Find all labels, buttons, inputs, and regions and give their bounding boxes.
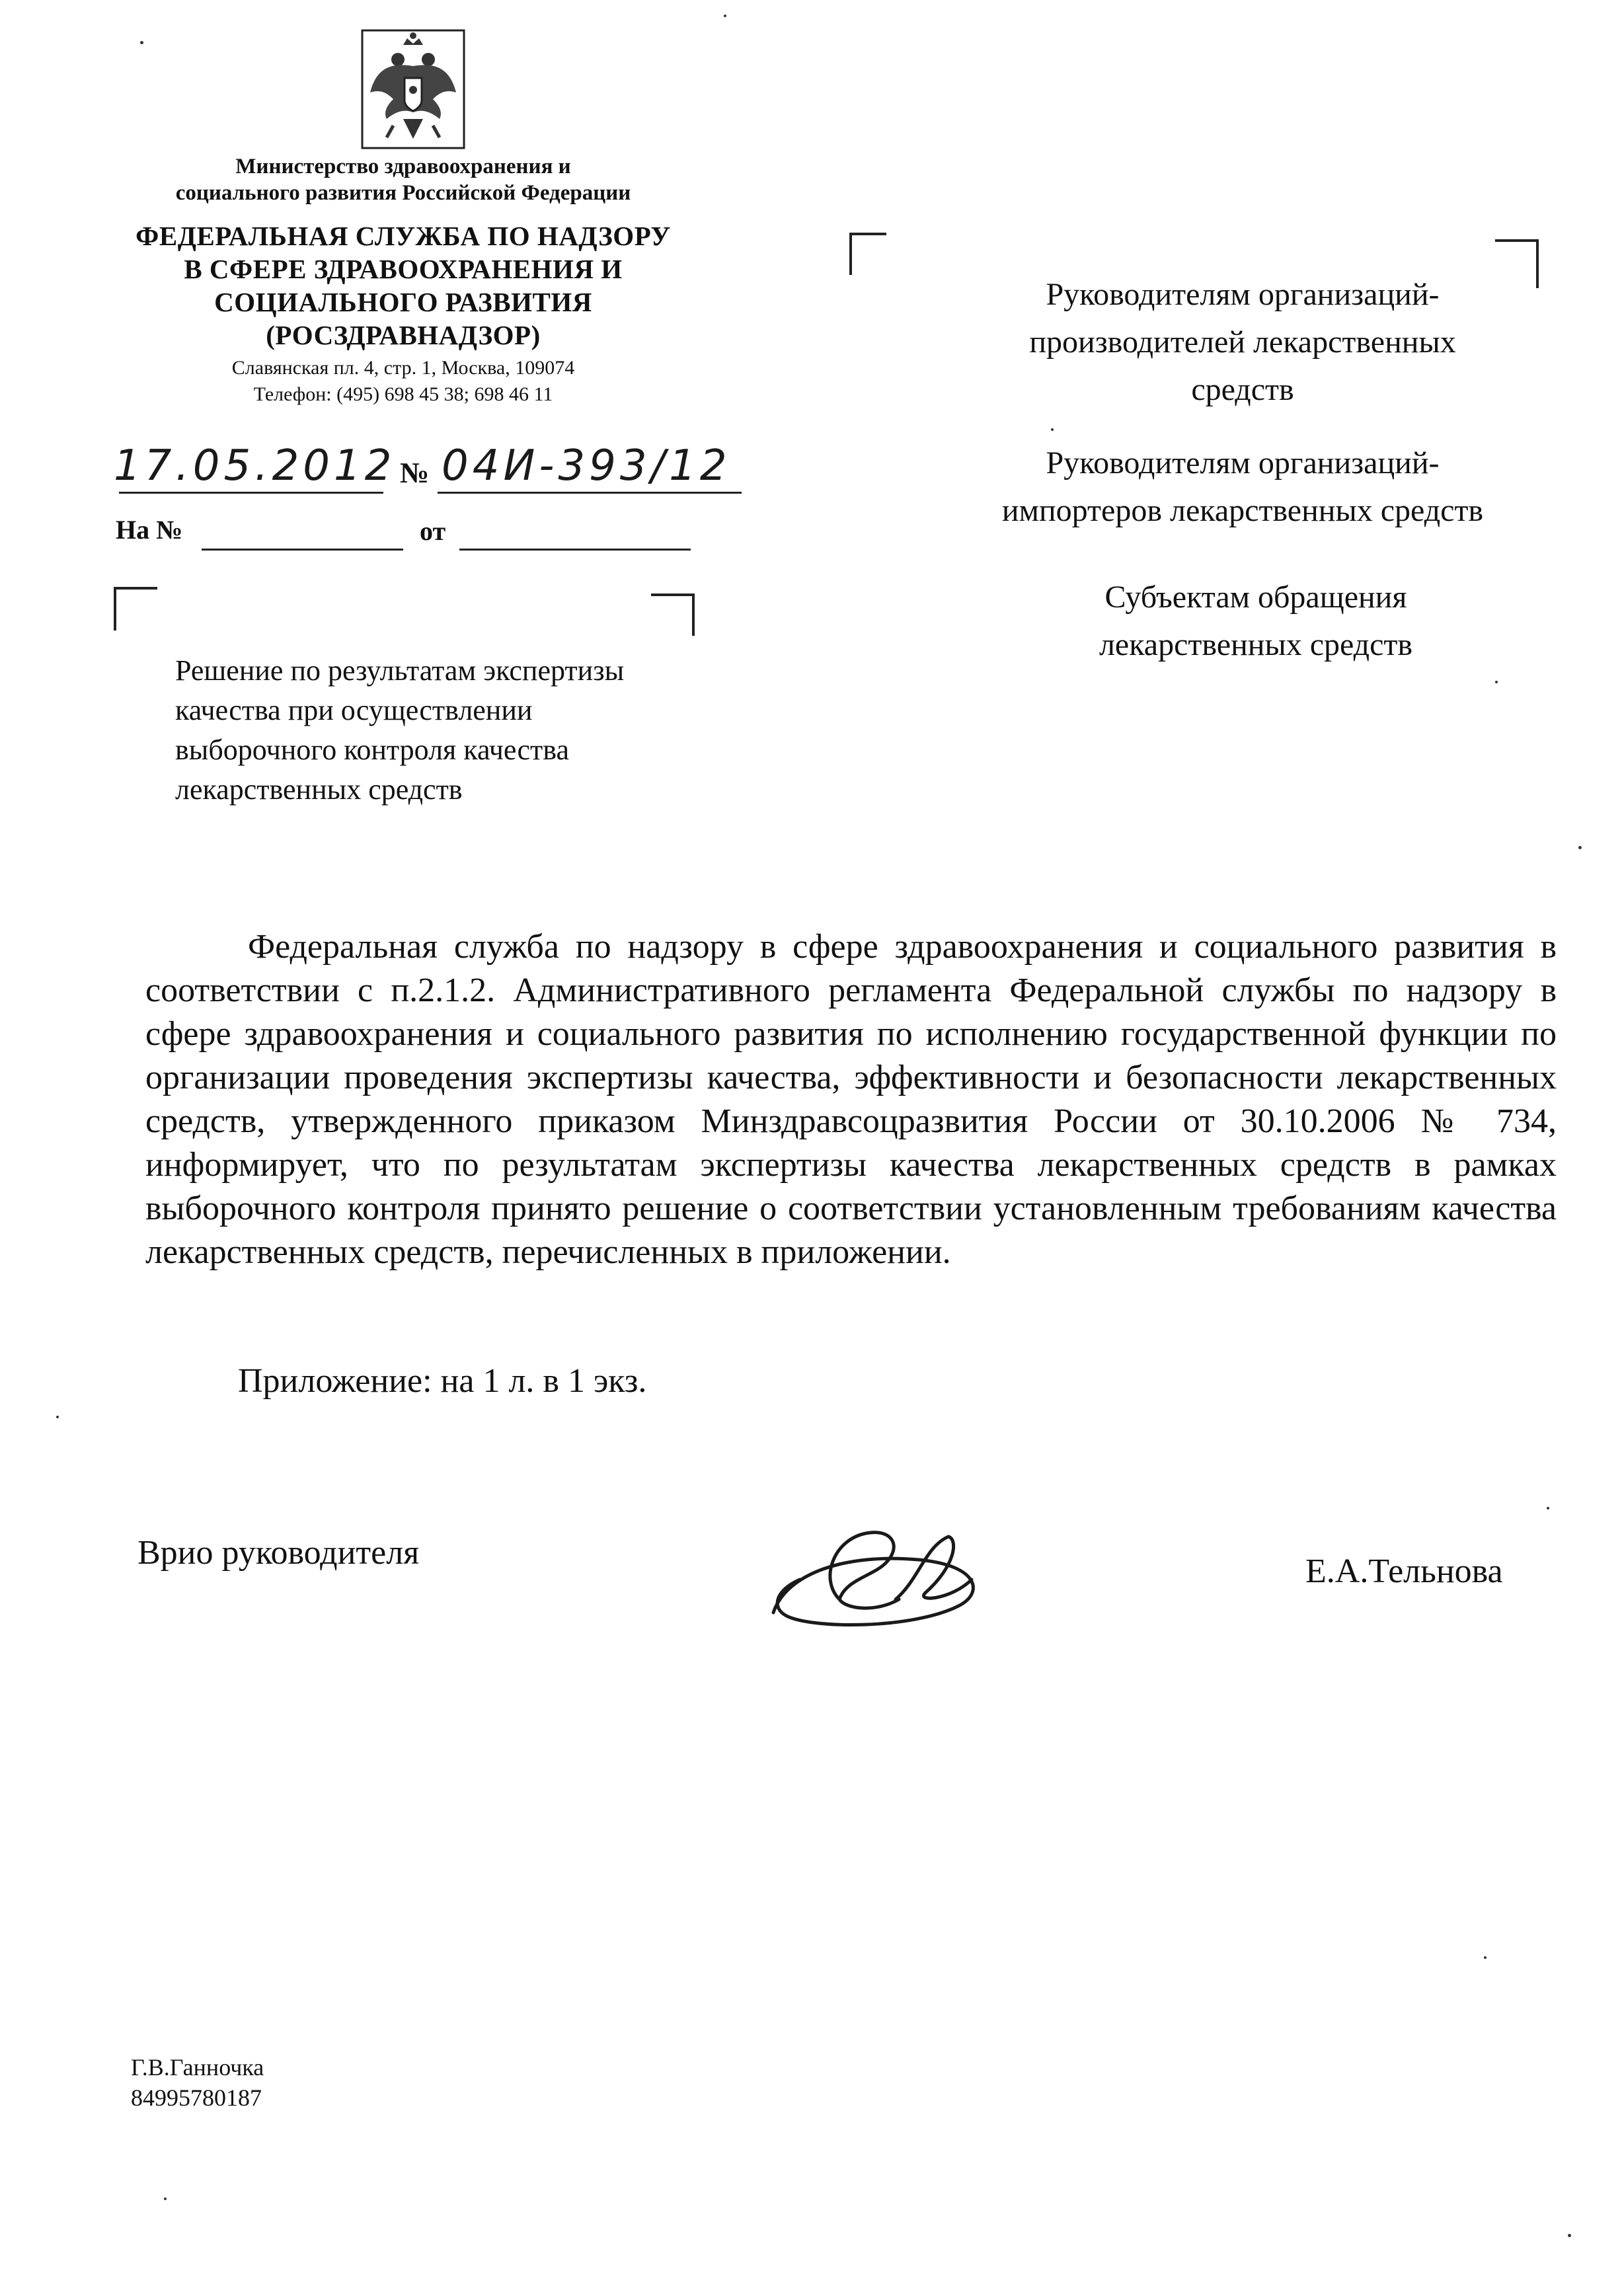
organization-address: Славянская пл. 4, стр. 1, Москва, 109074 (231, 357, 575, 379)
executor-block (131, 2052, 264, 2113)
subject-line: лекарственных средств (175, 773, 463, 806)
signatory-position: Врио руководителя (137, 1534, 420, 1572)
addressee-line: лекарственных средств (1099, 627, 1413, 662)
subject-line: Решение по результатам экспертизы (175, 654, 625, 687)
scan-speck (1495, 681, 1498, 683)
date-underline (119, 492, 383, 494)
scan-speck (1568, 2234, 1571, 2237)
service-name-line1: ФЕДЕРАЛЬНАЯ СЛУЖБА ПО НАДЗОРУ (135, 221, 671, 251)
reply-to-number-blank (202, 549, 403, 551)
letter-body-paragraph: Федеральная служба по надзору в сфере здравоохранения и социального развития в соответствии с п.2.1.2. Административного регламента Федеральной службы по надзору в сфере здравоохранения и социального развития по исполнению государственной функции по организации проведения экспертизы качества, эффективности и безопасности лекарственных средств, утвержденного приказом Минздравсоцразвития России от 30.10.2006 № 734, информирует, что по результатам экспертизы качества лекарственных средств в рамках выборочного контроля принято решение о соответствии установленным требованиям качества лекарственных средств, перечисленных в приложении. (145, 928, 1557, 1271)
handwritten-signature (760, 1500, 998, 1632)
ministry-name-line2: социального развития Российской Федерации (175, 181, 631, 205)
service-name-line2: В СФЕРЕ ЗДРАВООХРАНЕНИЯ И (184, 254, 623, 284)
attachment-note: Приложение: на 1 л. в 1 экз. (238, 1362, 647, 1400)
scan-speck (1484, 1956, 1487, 1959)
scan-speck (1578, 846, 1582, 849)
reply-to-label: На № (116, 515, 183, 545)
addressee-circulation-subjects (991, 574, 1520, 669)
subject-block (175, 651, 770, 810)
scan-speck (724, 15, 726, 17)
executor-phone: 84995780187 (131, 2084, 262, 2111)
scan-speck (1051, 428, 1054, 431)
addressee-line: производителей лекарственных (1029, 325, 1456, 360)
scan-speck (1547, 1507, 1549, 1510)
addressee-manufacturers (952, 271, 1533, 414)
coat-of-arms-emblem (357, 26, 469, 152)
from-label: от (420, 516, 446, 546)
signatory-name: Е.А.Тельнова (1305, 1552, 1503, 1590)
addressee-line: Руководителям организаций- (1046, 277, 1440, 312)
subject-corner-left (114, 587, 157, 631)
scan-speck (164, 2198, 167, 2200)
subject-line: качества при осуществлении (175, 694, 533, 726)
scan-speck (140, 41, 143, 44)
service-name-line4: (РОСЗДРАВНАДЗОР) (266, 320, 541, 350)
ministry-name-line1: Министерство здравоохранения и (235, 155, 571, 178)
addressee-line: Руководителям организаций- (1046, 445, 1440, 480)
service-name-line3: СОЦИАЛЬНОГО РАЗВИТИЯ (214, 287, 592, 317)
organization-phone: Телефон: (495) 698 45 38; 698 46 11 (253, 383, 553, 405)
addressee-corner-left (849, 233, 886, 275)
number-underline (438, 492, 742, 494)
addressee-line: импортеров лекарственных средств (1001, 493, 1484, 528)
subject-line: выборочного контроля качества (175, 734, 569, 766)
addressee-line: средств (1191, 372, 1294, 407)
letter-date-handwritten: 17.05.2012 (114, 441, 396, 490)
subject-corner-right (651, 593, 695, 636)
executor-name: Г.В.Ганночка (131, 2054, 264, 2081)
addressee-line: Субъектам обращения (1104, 580, 1407, 615)
from-date-blank (459, 549, 691, 551)
addressee-importers (932, 440, 1553, 535)
scan-speck (56, 1416, 59, 1418)
letter-number-handwritten: 04И-393/12 (442, 441, 731, 490)
number-sign: № (400, 457, 430, 489)
